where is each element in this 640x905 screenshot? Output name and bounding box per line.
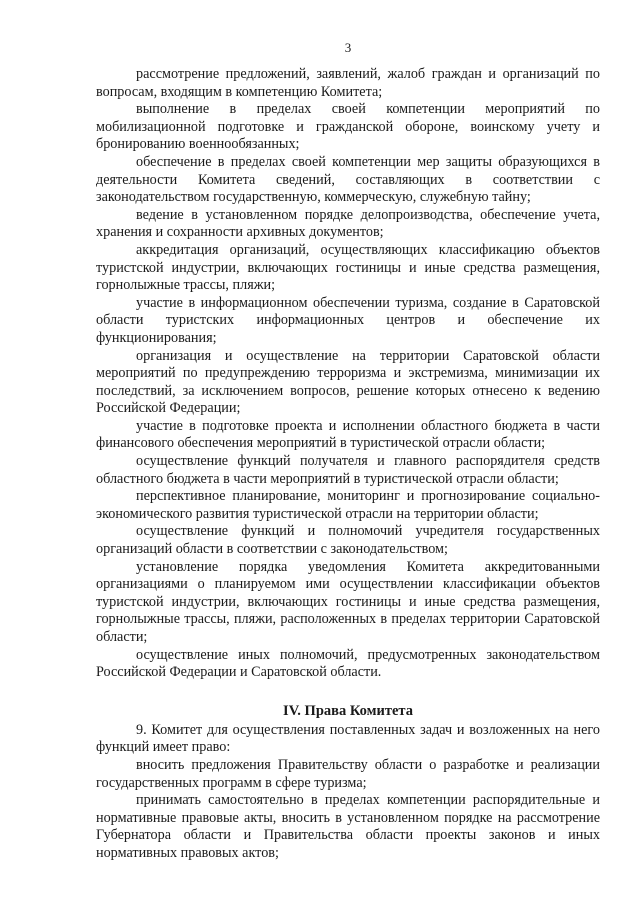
paragraph: принимать самостоятельно в пределах компетенции распорядительные и нормативные правовые акты, вносить в установленном порядке на рассмотрение Губернатора области и Правительства области проекты законов и иных нормативных правовых актов; xyxy=(96,792,600,861)
body-text-after xyxy=(96,722,600,863)
paragraph: ведение в установленном порядке делопроизводства, обеспечение учета, хранения и сохранности архивных документов; xyxy=(96,206,600,241)
paragraph: перспективное планирование, мониторинг и прогнозирование социально-экономического развития туристической отрасли на территории области; xyxy=(96,488,600,522)
paragraph: осуществление иных полномочий, предусмотренных законодательством Российской Федерации и Саратовской области. xyxy=(96,646,600,681)
paragraph: аккредитация организаций, осуществляющих классификацию объектов туристской индустрии, включающих гостиницы и иные средства размещения, горнолыжные трассы, пляжи; xyxy=(96,241,600,294)
section-heading: IV. Права Комитета xyxy=(283,702,413,719)
paragraph: обеспечение в пределах своей компетенции мер защиты образующихся в деятельности Комитета сведений, составляющих в соответствии с законодательством государственную, коммерческую, служебную тайну; xyxy=(96,153,600,206)
paragraph: установление порядка уведомления Комитета аккредитованными организациями о планируемом ими осуществлении классификации объектов туристской индустрии, включающих гостиницы и иные средства размещения, горнолыжные трассы, пляжи, расположенных в пределах территории Саратовской области; xyxy=(96,558,600,645)
body-text-before xyxy=(96,66,600,682)
paragraph: 9. Комитет для осуществления поставленных задач и возложенных на него функций имеет право: xyxy=(96,721,600,756)
paragraph: выполнение в пределах своей компетенции мероприятий по мобилизационной подготовке и гражданской обороне, воинскому учету и бронированию военнообязанных; xyxy=(96,101,600,153)
paragraph: участие в подготовке проекта и исполнении областного бюджета в части финансового обеспечения мероприятий в туристической отрасли области; xyxy=(96,417,600,452)
paragraph: осуществление функций получателя и главного распорядителя средств областного бюджета в части мероприятий в туристической отрасли области; xyxy=(96,453,600,487)
paragraph: вносить предложения Правительству области о разработке и реализации государственных программ в сфере туризма; xyxy=(96,756,600,791)
paragraph: организация и осуществление на территории Саратовской области мероприятий по предупреждению терроризма и экстремизма, минимизации их последствий, за исключением вопросов, решение которых отнесено к ведению Российской Федерации; xyxy=(96,347,600,417)
paragraph: участие в информационном обеспечении туризма, создание в Саратовской области туристских информационных центров и обеспечение их функционирования; xyxy=(96,294,600,346)
page-number: 3 xyxy=(344,40,352,55)
paragraph: рассмотрение предложений, заявлений, жалоб граждан и организаций по вопросам, входящим в компетенцию Комитета; xyxy=(96,66,600,100)
paragraph: осуществление функций и полномочий учредителя государственных организаций области в соответствии с законодательством; xyxy=(96,523,600,558)
